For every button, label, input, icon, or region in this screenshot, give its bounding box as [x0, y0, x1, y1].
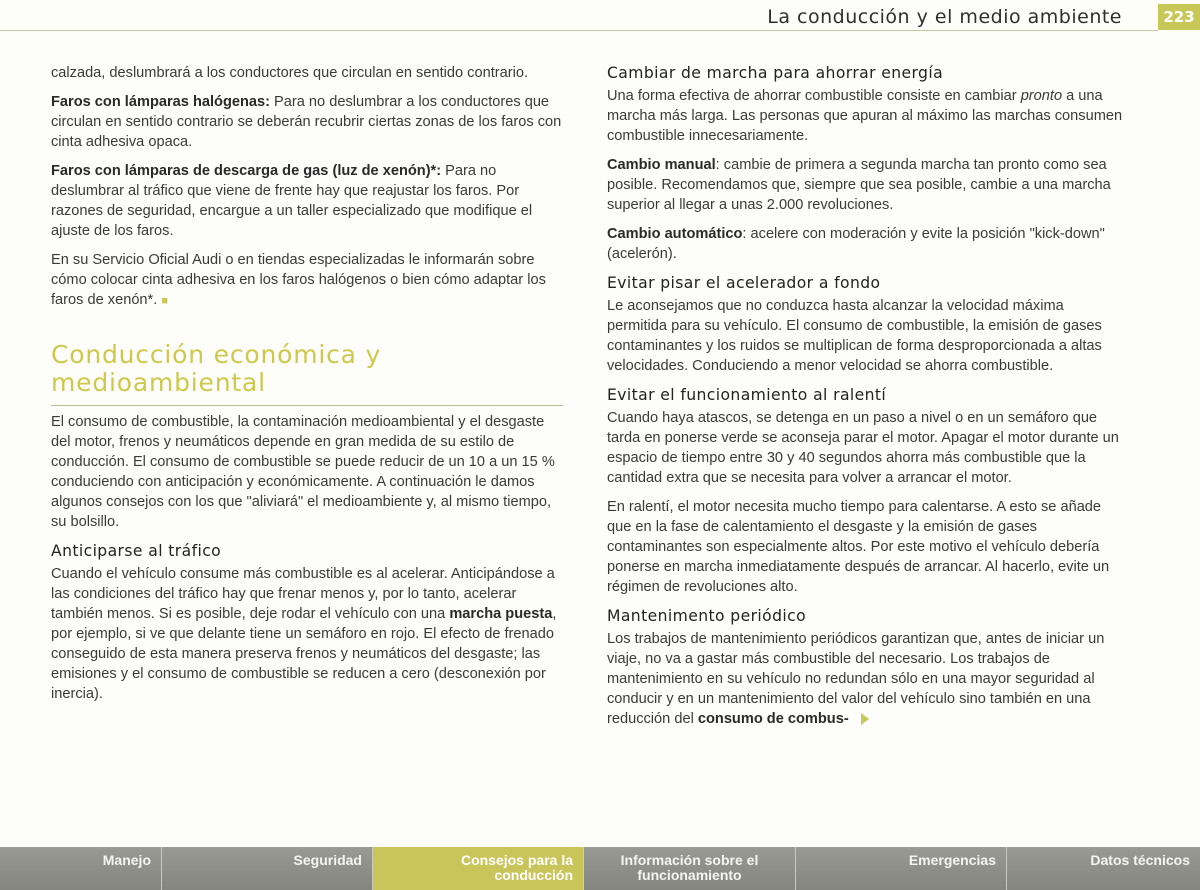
paragraph: El consumo de combustible, la contaminación medioambiental y el desgaste del motor, frenos y neumáticos depende en gran medida de su estilo de conducción. El consumo de combustible se puede reducir de un 10 a un 15 % conduciendo con anticipación y económicamente. A continuación le damos algunos consejos con los que "aliviará" el medioambiente y, al mismo tiempo, su bolsillo.	[51, 414, 555, 530]
subheading: Evitar el funcionamiento al ralentí	[607, 386, 887, 404]
paragraph-text: Una forma efectiva de ahorrar combustible consiste en cambiar	[607, 88, 1021, 104]
paragraph	[51, 92, 563, 152]
paragraph	[51, 564, 563, 704]
chapter-nav-bar	[0, 847, 1200, 890]
paragraph-text: En su Servicio Oficial Audi o en tiendas especializadas le informarán sobre cómo colocar cinta adhesiva en los faros halógenos o bien cómo adaptar los faros de xenón*.	[51, 252, 546, 308]
nav-tab-manejo[interactable]: Manejo	[0, 847, 162, 890]
bold-term: Faros con lámparas halógenas:	[51, 94, 270, 110]
page-number: 223	[1158, 4, 1200, 30]
paragraph-text: Para no deslumbrar a los conductores que circulan en sentido contrario se deberán recubrir ciertas zonas de los faros con cinta adhesiva opaca.	[51, 94, 562, 150]
nav-tab-emergencias[interactable]: Emergencias	[796, 847, 1007, 890]
paragraph-text: Cuando el vehículo consume más combustible es al acelerar. Anticipándose a las condiciones del tráfico hay que frenar menos y, por lo tanto, acelerar también menos. Si es posible, deje rodar el vehículo con una	[51, 566, 555, 622]
paragraph: Cuando haya atascos, se detenga en un paso a nivel o en un semáforo que tarda en ponerse verde se aconseja parar el motor. Apagar el motor durante un espacio de tiempo entre 30 y 40 segundos ahorra más combustible que la cantidad extra que se necesita para volver a arrancar el motor.	[607, 410, 1119, 486]
paragraph-text: Los trabajos de mantenimiento periódicos garantizan que, antes de iniciar un viaje, no va a gastar más combustible del necesario. Los trabajos de mantenimiento en su vehículo no redundan sólo en una mayor seguridad al conducir y en un mantenimiento del valor del vehículo sino también en una reducción del	[607, 631, 1105, 727]
end-of-section-icon: ■	[161, 295, 169, 307]
bold-term: consumo de combus-	[697, 711, 849, 727]
nav-tab-informacion[interactable]: Información sobre el funcionamiento	[584, 847, 796, 890]
subheading: Evitar pisar el acelerador a fondo	[607, 274, 881, 292]
subheading: Mantenimento periódico	[607, 607, 807, 625]
bold-term: Cambio manual	[607, 157, 716, 173]
page-header-title: La conducción y el medio ambiente	[767, 6, 1122, 28]
header-divider	[0, 30, 1158, 31]
paragraph-text: : acelere con moderación y evite la posición "kick-down" (acelerón).	[607, 226, 1105, 262]
paragraph-text: , por ejemplo, si ve que delante tiene un semáforo en rojo. El efecto de frenado conseguido de esta manera preserva frenos y neumáticos del desgaste; las emisiones y el consumo de combustible se reducen a cero (desconexión por inercia).	[51, 606, 557, 702]
paragraph	[607, 155, 1123, 215]
paragraph	[51, 161, 563, 241]
bold-term: Faros con lámparas de descarga de gas (luz de xenón)*:	[51, 163, 442, 179]
paragraph: Le aconsejamos que no conduzca hasta alcanzar la velocidad máxima permitida para su vehículo. El consumo de combustible, la emisión de gases contaminantes y los ruidos se multiplican de forma desproporcionada a altas velocidades. Conduciendo a menor velocidad se ahorra combustible.	[607, 298, 1102, 374]
paragraph	[607, 224, 1123, 264]
left-column	[51, 63, 563, 713]
subheading: Cambiar de marcha para ahorrar energía	[607, 64, 944, 82]
paragraph: En ralentí, el motor necesita mucho tiempo para calentarse. A esto se añade que en la fase de calentamiento el desgaste y la emisión de gases contaminantes son especialmente altos. Por este motivo el vehículo debería ponerse en marcha inmediatamente después de arrancar. Al hacerlo, evite un régimen de revoluciones alto.	[607, 499, 1110, 595]
subheading: Anticiparse al tráfico	[51, 542, 222, 560]
paragraph	[607, 629, 1123, 729]
continue-arrow-icon	[861, 713, 869, 725]
section-title: Conducción económica y medioambiental	[51, 341, 563, 406]
paragraph	[51, 250, 563, 311]
bold-term: marcha puesta	[449, 606, 553, 622]
paragraph-text: : cambie de primera a segunda marcha tan pronto como sea posible. Recomendamos que, siempre que sea posible, cambie a una marcha superior al llegar a unas 2.000 revoluciones.	[607, 157, 1111, 213]
paragraph-text: a una marcha más larga. Las personas que apuran al máximo las marchas consumen combustible innecesariamente.	[607, 88, 1123, 144]
nav-tab-datos-tecnicos[interactable]: Datos técnicos	[1090, 852, 1190, 868]
italic-term: pronto	[1020, 88, 1063, 104]
right-column	[607, 63, 1123, 738]
nav-tab-consejos[interactable]: Consejos para la conducción	[373, 847, 584, 890]
paragraph: calzada, deslumbrará a los conductores que circulan en sentido contrario.	[51, 65, 528, 81]
nav-tab-seguridad[interactable]: Seguridad	[162, 847, 373, 890]
paragraph	[607, 86, 1123, 146]
bold-term: Cambio automático	[607, 226, 743, 242]
paragraph-text: Para no deslumbrar al tráfico que viene de frente hay que reajustar los faros. Por razones de seguridad, encargue a un taller especializado que modifique el ajuste de los faros.	[51, 163, 533, 239]
